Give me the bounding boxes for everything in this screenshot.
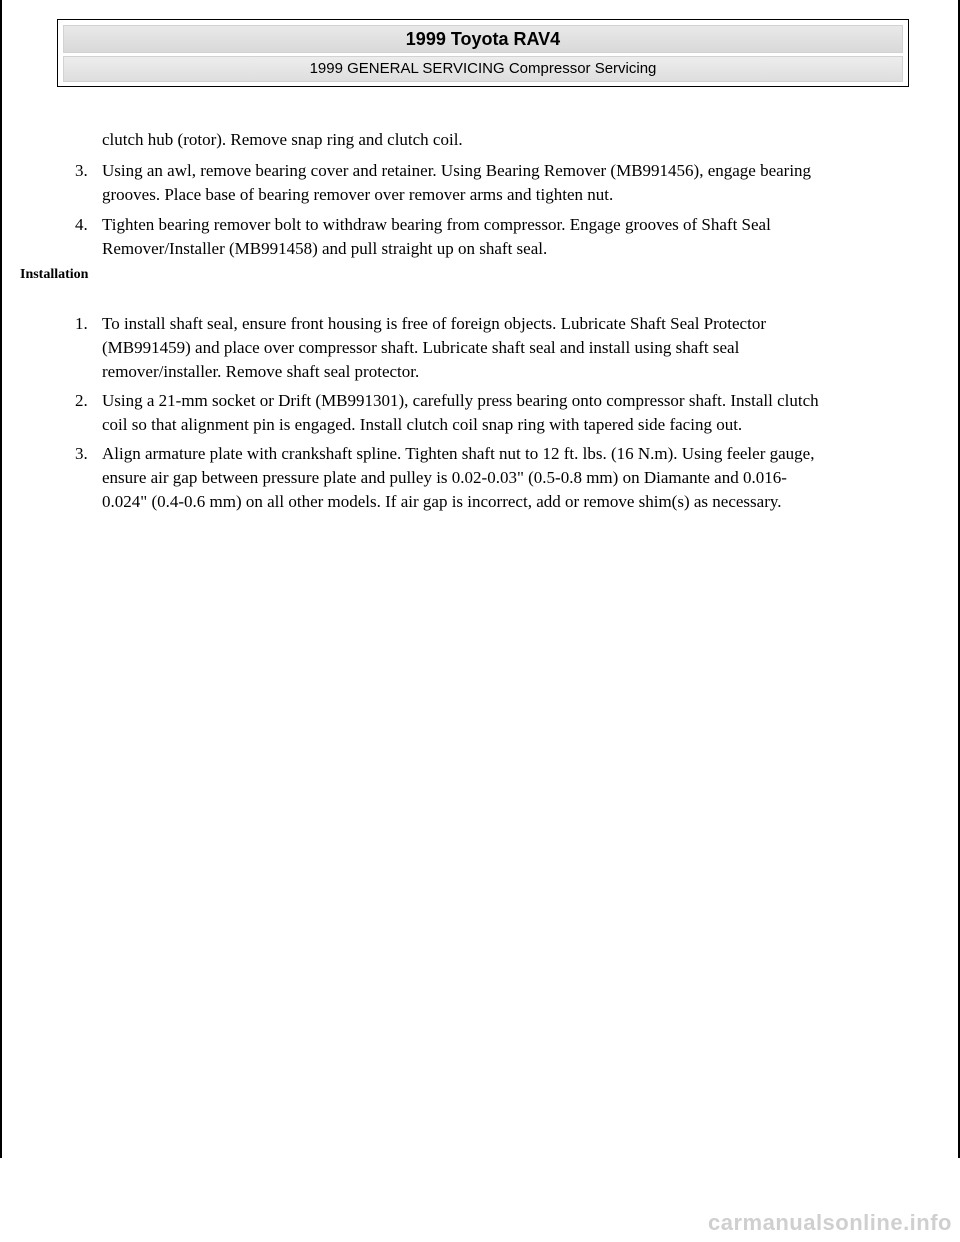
step-line: grooves. Place base of bearing remover over remover arms and tighten nut.: [102, 185, 614, 204]
step-line: 0.024" (0.4-0.6 mm) on all other models. If air gap is incorrect, add or remove shim(s) as necessary.: [102, 492, 782, 511]
page-border-left: [0, 0, 2, 1158]
installation-heading: Installation: [20, 267, 89, 282]
step-number: 2.: [75, 391, 88, 410]
step-number: 1.: [75, 314, 88, 333]
step-text: [102, 442, 814, 514]
step-text: [102, 312, 766, 384]
step-line: coil so that alignment pin is engaged. Install clutch coil snap ring with tapered side facing out.: [102, 415, 743, 434]
step-text: [102, 389, 819, 437]
step-line: To install shaft seal, ensure front housing is free of foreign objects. Lubricate Shaft Seal Protector: [102, 314, 766, 333]
step-line: Using an awl, remove bearing cover and retainer. Using Bearing Remover (MB991456), engage bearing: [102, 161, 812, 180]
step-line: Remover/Installer (MB991458) and pull straight up on shaft seal.: [102, 239, 548, 258]
step-line: remover/installer. Remove shaft seal protector.: [102, 362, 420, 381]
step-line: ensure air gap between pressure plate and pulley is 0.02-0.03" (0.5-0.8 mm) on Diamante and 0.016-: [102, 468, 787, 487]
document-header: [57, 19, 909, 87]
step-line: Tighten bearing remover bolt to withdraw bearing from compressor. Engage grooves of Shaft Seal: [102, 215, 771, 234]
step-number: 3.: [75, 161, 88, 180]
step-line: Align armature plate with crankshaft spline. Tighten shaft nut to 12 ft. lbs. (16 N.m). Using feeler gauge,: [102, 444, 815, 463]
document-title: 1999 Toyota RAV4: [63, 25, 903, 53]
step-number: 4.: [75, 215, 88, 234]
watermark: carmanualsonline.info: [708, 1210, 952, 1235]
removal-continued-text: clutch hub (rotor). Remove snap ring and clutch coil.: [102, 130, 463, 149]
step-line: Using a 21-mm socket or Drift (MB991301), carefully press bearing onto compressor shaft. Install clutch: [102, 391, 819, 410]
document-subtitle: 1999 GENERAL SERVICING Compressor Servicing: [63, 56, 903, 82]
step-line: (MB991459) and place over compressor shaft. Lubricate shaft seal and install using shaft seal: [102, 338, 740, 357]
step-text: [102, 159, 811, 207]
step-number: 3.: [75, 444, 88, 463]
page-footer: [0, 1158, 960, 1242]
step-text: [102, 213, 771, 261]
